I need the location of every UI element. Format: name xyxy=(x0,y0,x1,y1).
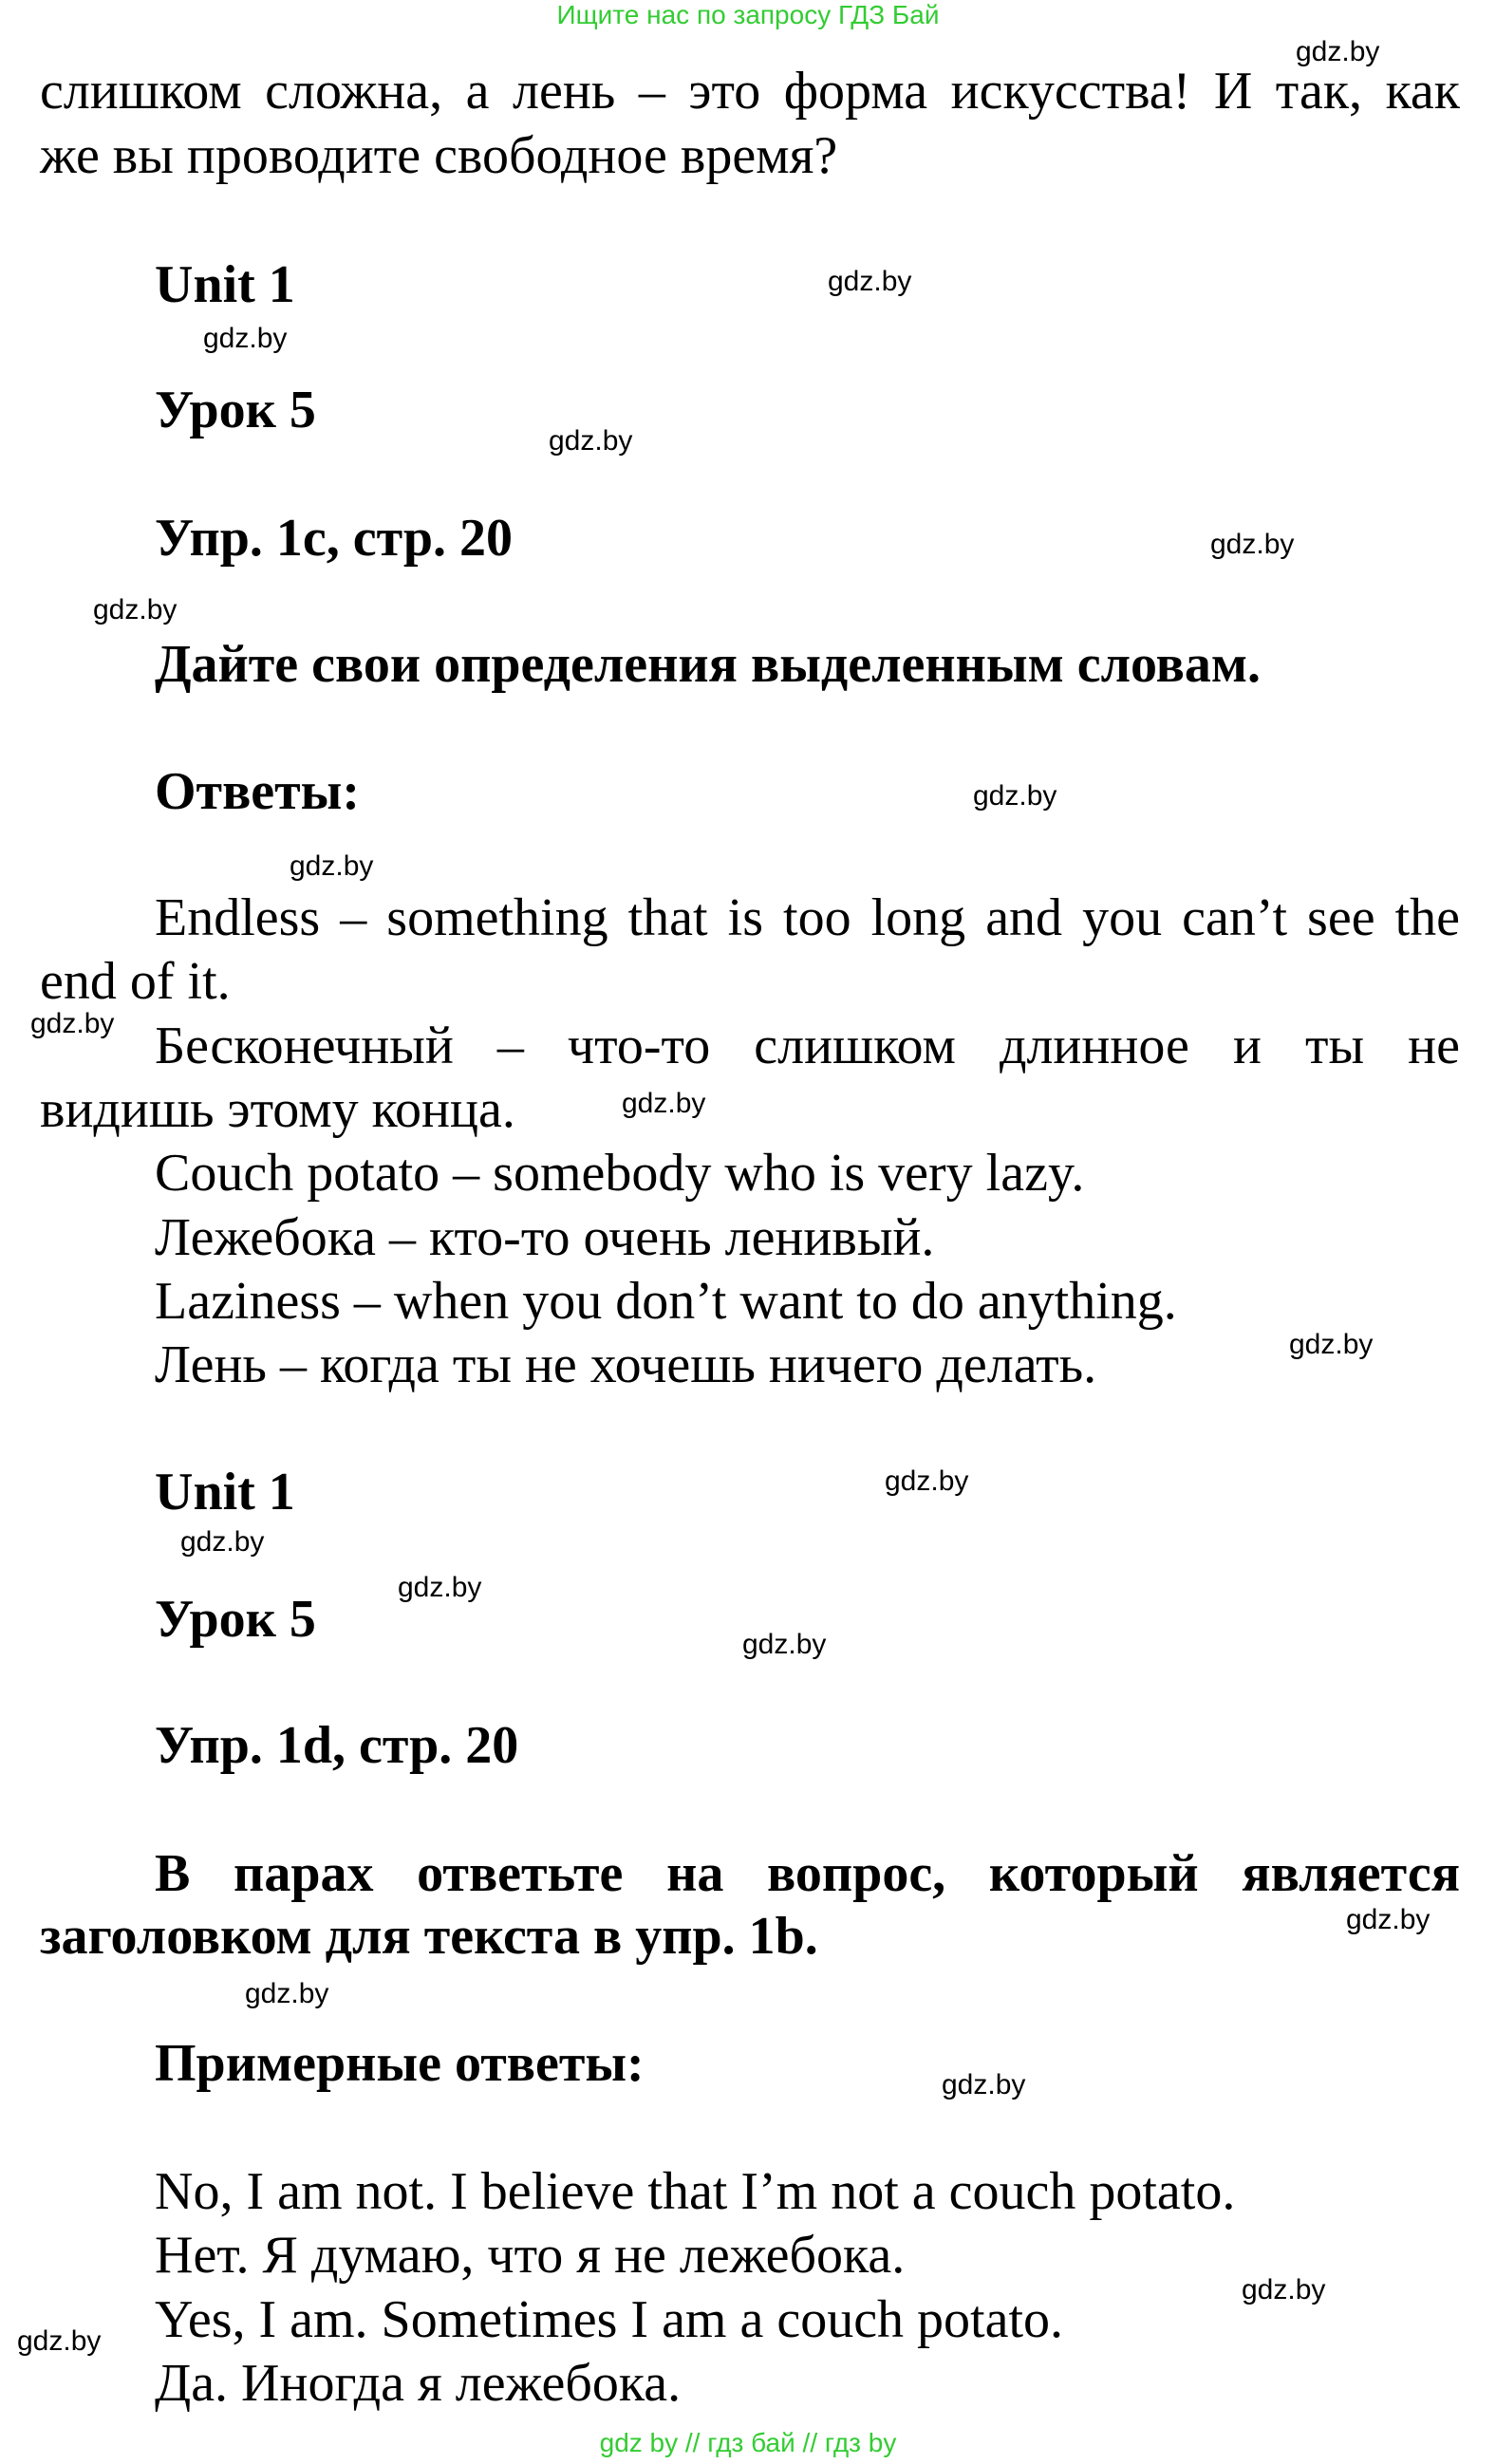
exercise-heading: Упр. 1c, стр. 20 xyxy=(155,509,513,568)
answer-line: Endless – something that is too long and you can’t see the xyxy=(155,888,1460,947)
answer-line: Бесконечный – что-то слишком длинное и ты не xyxy=(155,1017,1460,1075)
watermark: gdz.by xyxy=(17,2325,102,2357)
task-text-2-line-1: В парах ответьте на вопрос, который является xyxy=(155,1844,1460,1903)
watermark: gdz.by xyxy=(1210,529,1295,560)
exercise-heading-2: Упр. 1d, стр. 20 xyxy=(155,1716,519,1775)
answer-line: Laziness – when you don’t want to do anything. xyxy=(155,1272,1177,1331)
answers-heading: Ответы: xyxy=(155,762,361,821)
watermark: gdz.by xyxy=(1296,36,1380,67)
sample-answer-line: Да. Иногда я лежебока. xyxy=(155,2354,682,2413)
watermark: gdz.by xyxy=(1289,1329,1374,1360)
lesson-heading-2: Урок 5 xyxy=(155,1590,316,1649)
answer-line: end of it. xyxy=(40,952,231,1011)
watermark: gdz.by xyxy=(622,1088,706,1119)
task-text: Дайте свои определения выделенным словам. xyxy=(155,635,1262,694)
watermark: gdz.by xyxy=(828,266,912,297)
watermark: gdz.by xyxy=(180,1526,265,1558)
watermark: gdz.by xyxy=(549,425,633,457)
watermark: gdz.by xyxy=(245,1978,329,2009)
answer-line: видишь этому конца. xyxy=(40,1080,515,1139)
unit-heading: Unit 1 xyxy=(155,255,295,314)
answer-line: Лежебока – кто-то очень ленивый. xyxy=(155,1208,935,1267)
watermark: gdz.by xyxy=(942,2069,1026,2100)
unit-heading-2: Unit 1 xyxy=(155,1463,295,1521)
sample-answer-line: Нет. Я думаю, что я не лежебока. xyxy=(155,2226,906,2285)
watermark: gdz.by xyxy=(30,1008,115,1039)
answers-heading-2: Примерные ответы: xyxy=(155,2034,645,2093)
task-text-2-line-2: заголовком для текста в упр. 1b. xyxy=(40,1907,818,1966)
watermark: gdz.by xyxy=(203,323,288,354)
lesson-heading: Урок 5 xyxy=(155,381,316,439)
intro-line-1: слишком сложна, а лень – это форма искусства! И так, как xyxy=(40,62,1460,121)
watermark: gdz.by xyxy=(973,780,1057,812)
sample-answer-line: No, I am not. I believe that I’m not a couch potato. xyxy=(155,2162,1236,2221)
watermark: gdz.by xyxy=(885,1465,969,1497)
answer-line: Лень – когда ты не хочешь ничего делать. xyxy=(155,1335,1097,1394)
intro-line-2: же вы проводите свободное время? xyxy=(40,126,838,185)
watermark: gdz.by xyxy=(398,1572,482,1603)
watermark: gdz.by xyxy=(290,850,374,882)
watermark: gdz.by xyxy=(93,594,178,625)
sample-answer-line: Yes, I am. Sometimes I am a couch potato. xyxy=(155,2290,1064,2349)
top-banner-link[interactable]: Ищите нас по запросу ГДЗ Бай xyxy=(556,0,940,29)
watermark: gdz.by xyxy=(742,1629,827,1660)
watermark: gdz.by xyxy=(1346,1904,1431,1935)
bottom-banner-link[interactable]: gdz by // гдз бай // гдз by xyxy=(599,2428,897,2457)
answer-line: Couch potato – somebody who is very lazy. xyxy=(155,1144,1085,1203)
watermark: gdz.by xyxy=(1242,2274,1326,2305)
